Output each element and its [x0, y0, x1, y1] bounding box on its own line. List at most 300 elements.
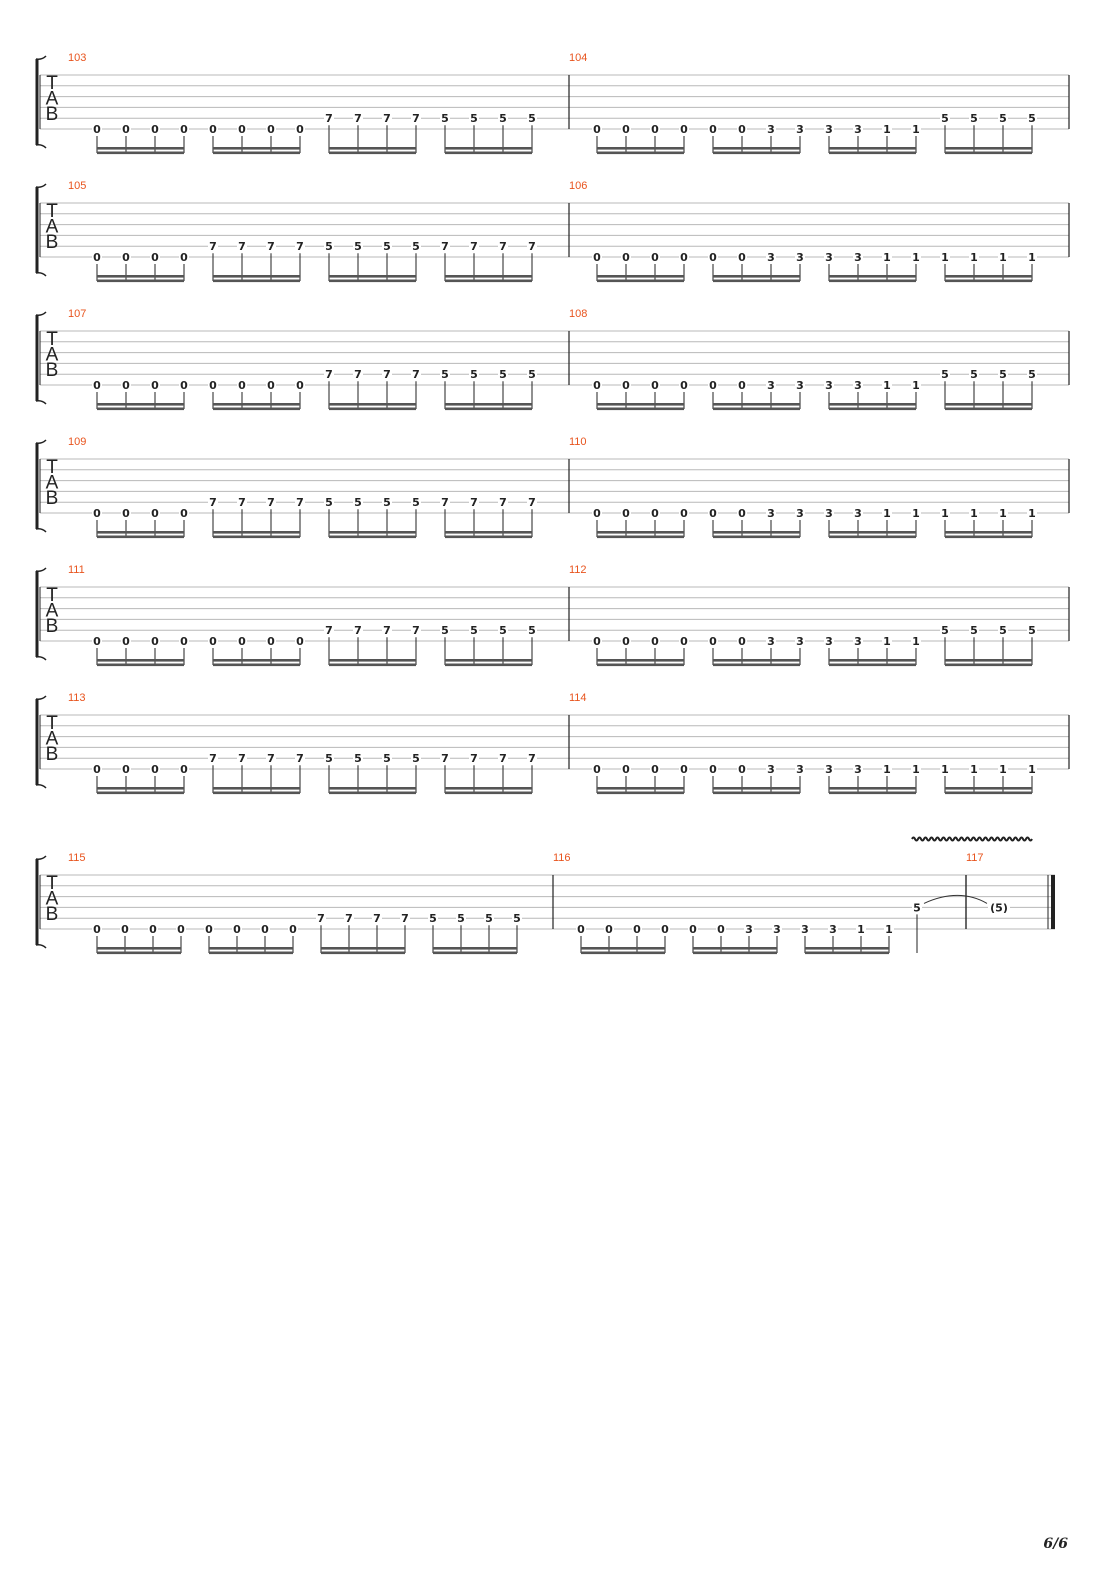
fret-number: 5 [528, 624, 536, 638]
beam [445, 536, 532, 539]
fret-number: 5 [325, 496, 333, 510]
beam [597, 787, 684, 790]
beam [329, 536, 416, 539]
fret-number: 0 [738, 763, 746, 776]
fret-number: 0 [122, 379, 130, 392]
fret-number: 5 [383, 496, 391, 510]
bracket-bottom-hook [36, 785, 46, 788]
fret-number: 0 [238, 379, 246, 392]
fret-number: 1 [912, 763, 920, 776]
beam [445, 787, 532, 790]
bracket-bottom-hook [36, 273, 46, 276]
fret-number: 3 [825, 123, 833, 136]
fret-number: 0 [122, 635, 130, 648]
fret-number: 1 [883, 763, 891, 776]
fret-number: 0 [151, 635, 159, 648]
fret-number: 7 [441, 496, 449, 510]
tab-clef-letter: B [45, 104, 59, 125]
fret-number: 1 [883, 379, 891, 392]
fret-number: 0 [622, 635, 630, 648]
beam [945, 152, 1032, 155]
fret-number: 5 [412, 240, 420, 254]
beam [713, 403, 800, 406]
fret-number: 0 [738, 507, 746, 520]
fret-number: 7 [325, 112, 333, 126]
beam [213, 659, 300, 662]
fret-number: 5 [1028, 624, 1036, 638]
fret-number: 0 [593, 635, 601, 648]
beam [329, 792, 416, 795]
measure-number: 108 [569, 308, 588, 320]
beam [445, 792, 532, 795]
fret-number: 0 [122, 763, 130, 776]
beam [829, 659, 916, 662]
fret-number: 3 [854, 123, 862, 136]
beam [713, 152, 800, 155]
fret-number: 0 [238, 123, 246, 136]
fret-number: 0 [267, 379, 275, 392]
fret-number: 7 [412, 112, 420, 126]
fret-number: 0 [151, 123, 159, 136]
fret-number: 3 [796, 763, 804, 776]
beam [329, 787, 416, 790]
beam [329, 403, 416, 406]
fret-number: 7 [238, 752, 246, 766]
fret-number: 7 [441, 752, 449, 766]
beam [945, 280, 1032, 283]
fret-number: 3 [773, 923, 781, 936]
fret-number: 3 [854, 635, 862, 648]
fret-number: 5 [970, 624, 978, 638]
beam [945, 659, 1032, 662]
fret-number: 0 [296, 123, 304, 136]
fret-number: 0 [177, 923, 185, 936]
fret-number: 0 [651, 123, 659, 136]
fret-number: 3 [854, 379, 862, 392]
fret-number: 0 [651, 507, 659, 520]
fret-number: 5 [325, 240, 333, 254]
fret-number: 3 [767, 379, 775, 392]
beam [97, 531, 184, 534]
fret-number: 0 [593, 251, 601, 264]
fret-number: 0 [149, 923, 157, 936]
fret-number: 3 [767, 507, 775, 520]
beam [329, 275, 416, 278]
fret-number: 7 [528, 496, 536, 510]
fret-number: 3 [825, 763, 833, 776]
beam [209, 947, 293, 950]
beam [97, 952, 181, 955]
bracket-bottom-hook [36, 529, 46, 532]
beam [433, 952, 517, 955]
fret-number: 0 [121, 923, 129, 936]
beam [945, 664, 1032, 667]
fret-number: 7 [209, 240, 217, 254]
fret-number: 1 [941, 507, 949, 520]
fret-number: 7 [401, 912, 409, 926]
measure-number: 109 [68, 436, 87, 448]
beam [713, 792, 800, 795]
beam [445, 403, 532, 406]
fret-number: 0 [180, 251, 188, 264]
fret-number: 5 [470, 368, 478, 382]
fret-number: 3 [854, 507, 862, 520]
fret-number: 1 [857, 923, 865, 936]
measure-number: 115 [68, 852, 86, 864]
fret-number: 1 [999, 507, 1007, 520]
beam [321, 947, 405, 950]
bracket-top-hook [36, 440, 46, 443]
fret-number: 7 [317, 912, 325, 926]
fret-number: 1 [883, 507, 891, 520]
beam [597, 664, 684, 667]
fret-number: 5 [941, 624, 949, 638]
fret-number: 0 [122, 507, 130, 520]
beam [213, 664, 300, 667]
fret-number: 0 [577, 923, 585, 936]
fret-number: 0 [238, 635, 246, 648]
fret-number: 0 [680, 507, 688, 520]
beam [829, 275, 916, 278]
fret-number: 0 [651, 763, 659, 776]
fret-number: 0 [593, 379, 601, 392]
fret-number: 5 [999, 112, 1007, 126]
fret-number: 0 [122, 123, 130, 136]
beam [329, 280, 416, 283]
beam [713, 536, 800, 539]
beam [445, 275, 532, 278]
beam [597, 280, 684, 283]
fret-number: 7 [412, 624, 420, 638]
measure-number: 105 [68, 180, 87, 192]
fret-number: 1 [912, 251, 920, 264]
fret-number: 0 [622, 379, 630, 392]
tab-clef-letter: T [46, 457, 58, 478]
fret-number: 0 [151, 763, 159, 776]
beam [713, 280, 800, 283]
fret-number: 3 [854, 763, 862, 776]
fret-number: 7 [528, 240, 536, 254]
fret-number: 0 [205, 923, 213, 936]
beam [805, 947, 889, 950]
beam [213, 152, 300, 155]
fret-number: 0 [180, 763, 188, 776]
fret-number: 0 [209, 635, 217, 648]
fret-number: 5 [412, 752, 420, 766]
fret-number: 5 [441, 624, 449, 638]
bracket-bottom-hook [36, 401, 46, 404]
beam [597, 403, 684, 406]
fret-number: 5 [457, 912, 465, 926]
fret-number: 0 [605, 923, 613, 936]
fret-number: 0 [151, 379, 159, 392]
tab-clef-letter: B [45, 232, 59, 253]
fret-number: 0 [689, 923, 697, 936]
fret-number: 3 [796, 123, 804, 136]
beam [213, 536, 300, 539]
fret-number: 0 [738, 635, 746, 648]
beam [581, 947, 665, 950]
beam [213, 280, 300, 283]
beam [829, 531, 916, 534]
beam [945, 792, 1032, 795]
measure-number: 107 [68, 308, 87, 320]
beam [805, 952, 889, 955]
beam [945, 147, 1032, 150]
beam [97, 152, 184, 155]
beam [97, 147, 184, 150]
tab-clef-letter: B [45, 488, 59, 509]
fret-number: 5 [499, 624, 507, 638]
fret-number: 0 [661, 923, 669, 936]
beam [829, 147, 916, 150]
beam [213, 531, 300, 534]
vibrato-wave [912, 838, 1032, 841]
final-thick-barline [1051, 875, 1055, 929]
beam [445, 147, 532, 150]
fret-number: 0 [122, 251, 130, 264]
tied-fret-number: (5) [990, 901, 1008, 915]
beam [945, 275, 1032, 278]
beam [445, 280, 532, 283]
beam [713, 408, 800, 411]
page-number: 6/6 [1043, 1536, 1068, 1552]
beam [97, 947, 181, 950]
beam [97, 659, 184, 662]
beam [213, 787, 300, 790]
bracket-top-hook [36, 56, 46, 59]
fret-number: 0 [180, 507, 188, 520]
fret-number: 0 [593, 763, 601, 776]
fret-number: 0 [709, 123, 717, 136]
bracket-bottom-hook [36, 945, 46, 948]
beam [713, 659, 800, 662]
beam [945, 403, 1032, 406]
fret-number: 5 [429, 912, 437, 926]
fret-number: 5 [999, 368, 1007, 382]
fret-number: 7 [528, 752, 536, 766]
fret-number: 7 [470, 752, 478, 766]
beam [329, 408, 416, 411]
fret-number: 1 [883, 251, 891, 264]
tab-clef-letter: A [45, 888, 59, 910]
fret-number: 7 [267, 496, 275, 510]
fret-number: 0 [709, 635, 717, 648]
beam [209, 952, 293, 955]
fret-number: 0 [651, 379, 659, 392]
fret-number: 0 [233, 923, 241, 936]
beam [597, 659, 684, 662]
beam [97, 536, 184, 539]
tab-clef-letter: B [45, 744, 59, 765]
beam [445, 659, 532, 662]
fret-number: 0 [709, 763, 717, 776]
fret-number: 0 [593, 507, 601, 520]
fret-number: 0 [633, 923, 641, 936]
fret-number: 7 [325, 624, 333, 638]
fret-number: 5 [999, 624, 1007, 638]
fret-number: 3 [767, 251, 775, 264]
fret-number: 5 [441, 112, 449, 126]
fret-number: 3 [767, 123, 775, 136]
fret-number: 0 [261, 923, 269, 936]
fret-number: 7 [354, 112, 362, 126]
fret-number: 0 [93, 123, 101, 136]
fret-number: 0 [622, 251, 630, 264]
fret-number: 5 [970, 112, 978, 126]
beam [329, 664, 416, 667]
fret-number: 0 [289, 923, 297, 936]
beam [597, 792, 684, 795]
beam [329, 659, 416, 662]
fret-number: 5 [325, 752, 333, 766]
fret-number: 5 [528, 368, 536, 382]
beam [97, 275, 184, 278]
fret-number: 7 [238, 496, 246, 510]
fret-number: 0 [680, 635, 688, 648]
beam [581, 952, 665, 955]
fret-number: 0 [709, 379, 717, 392]
beam [433, 947, 517, 950]
beam [97, 403, 184, 406]
tab-clef-letter: T [46, 73, 58, 94]
bracket-top-hook [36, 312, 46, 315]
fret-number: 5 [499, 112, 507, 126]
fret-number: 1 [1028, 763, 1036, 776]
fret-number: 5 [470, 112, 478, 126]
fret-number: 3 [767, 635, 775, 648]
beam [597, 152, 684, 155]
beam [693, 952, 777, 955]
tab-clef-letter: A [45, 728, 59, 750]
fret-number: 7 [373, 912, 381, 926]
beam [829, 408, 916, 411]
fret-number: 7 [209, 496, 217, 510]
beam [693, 947, 777, 950]
fret-number: 7 [441, 240, 449, 254]
tab-clef-letter: A [45, 600, 59, 622]
measure-number: 111 [68, 564, 85, 576]
beam [713, 275, 800, 278]
fret-number: 7 [470, 240, 478, 254]
beam [329, 147, 416, 150]
fret-number: 7 [383, 112, 391, 126]
fret-number: 1 [912, 507, 920, 520]
tab-clef-letter: A [45, 88, 59, 110]
beam [829, 664, 916, 667]
beam [597, 275, 684, 278]
bracket-top-hook [36, 856, 46, 859]
fret-number: 1 [883, 123, 891, 136]
fret-number: 3 [825, 635, 833, 648]
measure-number: 103 [68, 52, 87, 64]
beam [445, 408, 532, 411]
bracket-top-hook [36, 568, 46, 571]
beam [597, 531, 684, 534]
fret-number: 0 [267, 635, 275, 648]
fret-number: 1 [999, 763, 1007, 776]
fret-number: 0 [209, 379, 217, 392]
tab-clef-letter: B [45, 904, 59, 925]
fret-number: 7 [499, 752, 507, 766]
fret-number: 7 [412, 368, 420, 382]
fret-number: 0 [180, 379, 188, 392]
fret-number: 0 [680, 763, 688, 776]
fret-number: 7 [345, 912, 353, 926]
fret-number: 3 [796, 251, 804, 264]
fret-number: 5 [513, 912, 521, 926]
fret-number: 0 [93, 635, 101, 648]
bracket-top-hook [36, 184, 46, 187]
tab-clef-letter: T [46, 329, 58, 350]
fret-number: 7 [354, 624, 362, 638]
fret-number: 0 [93, 763, 101, 776]
beam [213, 147, 300, 150]
fret-number: 7 [325, 368, 333, 382]
measure-number: 106 [569, 180, 588, 192]
fret-number: 0 [622, 123, 630, 136]
tab-clef-letter: T [46, 873, 58, 894]
fret-number: 5 [354, 496, 362, 510]
fret-number: 1 [941, 251, 949, 264]
fret-number: 5 [354, 240, 362, 254]
fret-number: 5 [383, 240, 391, 254]
beam [829, 152, 916, 155]
fret-number: 0 [593, 123, 601, 136]
fret-number: 7 [267, 752, 275, 766]
fret-number: 5 [941, 368, 949, 382]
fret-number: 5 [412, 496, 420, 510]
fret-number: 3 [825, 507, 833, 520]
final-fret-number: 5 [913, 901, 921, 915]
fret-number: 0 [651, 635, 659, 648]
fret-number: 1 [912, 123, 920, 136]
beam [597, 536, 684, 539]
measure-number: 104 [569, 52, 588, 64]
fret-number: 1 [970, 763, 978, 776]
fret-number: 1 [1028, 251, 1036, 264]
bracket-bottom-hook [36, 145, 46, 148]
beam [829, 280, 916, 283]
fret-number: 7 [296, 496, 304, 510]
tab-clef-letter: T [46, 201, 58, 222]
beam [597, 408, 684, 411]
fret-number: 0 [180, 123, 188, 136]
beam [445, 664, 532, 667]
tab-clef-letter: A [45, 216, 59, 238]
beam [445, 152, 532, 155]
beam [97, 408, 184, 411]
tab-clef-letter: B [45, 360, 59, 381]
beam [713, 531, 800, 534]
beam [945, 787, 1032, 790]
fret-number: 0 [680, 123, 688, 136]
tab-clef-letter: A [45, 472, 59, 494]
fret-number: 0 [651, 251, 659, 264]
fret-number: 1 [970, 251, 978, 264]
fret-number: 1 [883, 635, 891, 648]
beam [445, 531, 532, 534]
beam [713, 147, 800, 150]
fret-number: 0 [93, 251, 101, 264]
fret-number: 7 [470, 496, 478, 510]
beam [945, 536, 1032, 539]
fret-number: 7 [383, 624, 391, 638]
fret-number: 7 [499, 496, 507, 510]
fret-number: 1 [885, 923, 893, 936]
fret-number: 0 [151, 507, 159, 520]
beam [713, 787, 800, 790]
